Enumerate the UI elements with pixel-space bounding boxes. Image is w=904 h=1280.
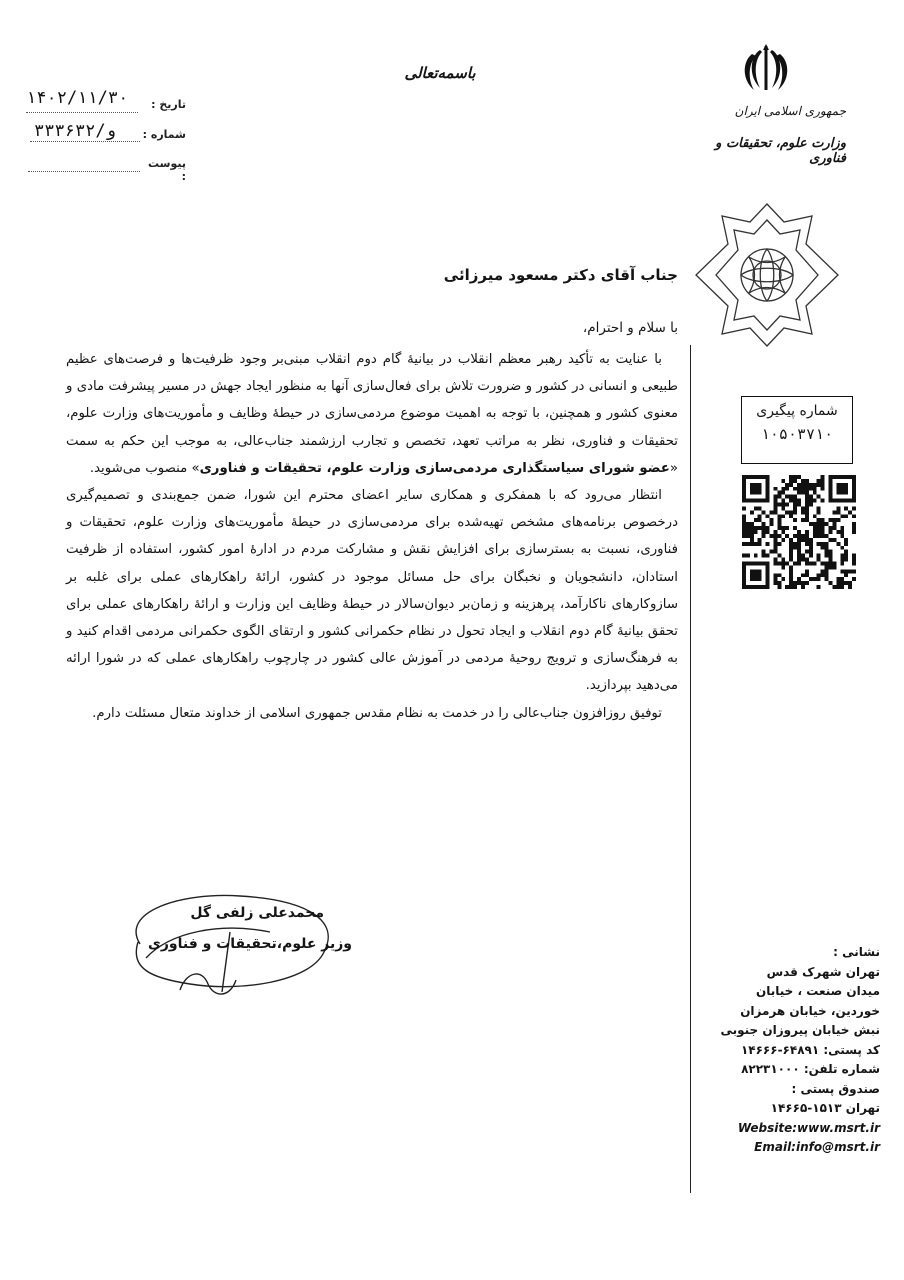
- tracking-box: [741, 396, 853, 464]
- signer-title: وزیر علوم،تحقیقات و فناوری: [148, 936, 352, 952]
- address-line-1: تهران شهرک قدس: [766, 964, 880, 979]
- attachment-line: [28, 171, 140, 172]
- salutation: جناب آقای دکتر مسعود میرزائی: [443, 266, 678, 284]
- signer-name: محمدعلی زلفی گل: [190, 905, 324, 921]
- attachment-label: پیوست :: [148, 157, 186, 183]
- date-label: تاریخ :: [151, 98, 186, 111]
- po-box: تهران ۱۵۱۳-۱۴۶۶۵: [770, 1101, 880, 1115]
- phone-number: شماره تلفن: ۸۲۲۳۱۰۰۰: [741, 1062, 880, 1076]
- paragraph-1: [66, 346, 678, 482]
- iran-emblem-icon: [738, 42, 794, 94]
- po-box-label: صندوق پستی :: [791, 1081, 880, 1096]
- date-line: [26, 112, 138, 113]
- basmala: باسمه‌تعالی: [404, 64, 476, 82]
- address-line-4: نبش خیابان پیروزان جنوبی: [720, 1023, 880, 1037]
- number-label: شماره :: [142, 128, 186, 141]
- address-block: [680, 943, 880, 1158]
- paragraph-1-end: » منصوب می‌شوید.: [89, 460, 200, 476]
- letter-body: [66, 346, 678, 727]
- website-link[interactable]: Website:www.msrt.ir: [737, 1120, 880, 1135]
- paragraph-2: انتظار می‌رود که با همفکری و همکاری سایر اعضای محترم این شورا، ضمن جمع‌بندی و تصمیم‌گیری درخصوص برنامه‌های مشخص تهیه‌شده برای مردمی‌سازی در حیطهٔ مأموریت‌های وزارت علوم، تحقیقات و فناوری، نسبت به بسترسازی برای افزایش نقش و مشارکت مردم در ادارهٔ امور کشور، استفاده از ظرفیت استادان، دانشجویان و نخبگان برای حل مسائل موجود در کشور، ارائهٔ راهکارهای عملی برای غلبه بر سازوکارهای ناکارآمد، پرهزینه و زمان‌بر دیوان‌سالار در حیطهٔ وظایف این وزارت و ارائهٔ راهکارهای عملی برای تحقق بیانیهٔ گام دوم انقلاب و ایجاد تحول در نظام حکمرانی کشور و ارتقای الگوی حکمرانی مردمی اقدام کنید و به فرهنگ‌سازی و ترویج روحیهٔ مردمی در آموزش عالی کشور در چارچوب راهکارهای عملی که در شورا ارائه می‌دهید بپردازید.: [66, 488, 678, 694]
- ornament-icon: [694, 202, 840, 348]
- ministry-name: وزارت علوم، تحقیقات و فناوری: [715, 136, 846, 166]
- address-line-2: میدان صنعت ، خیابان: [756, 984, 880, 998]
- date-value: ۱۴۰۲/۱۱/۳۰: [26, 88, 129, 108]
- paragraph-3: توفیق روزافزون جناب‌عالی را در خدمت به نظام مقدس جمهوری اسلامی از خداوند متعال مسئلت دارم.: [92, 705, 662, 721]
- email-link[interactable]: Email:info@msrt.ir: [754, 1140, 880, 1154]
- appointment-title: عضو شورای سیاستگذاری مردمی‌سازی وزارت علوم، تحقیقات و فناوری: [199, 460, 670, 476]
- number-line: [30, 141, 140, 142]
- greeting: با سلام و احترام،: [582, 320, 678, 336]
- qr-code[interactable]: [742, 475, 856, 589]
- ministry-country: جمهوری اسلامی ایران: [734, 104, 846, 118]
- address-line-3: خوردین، خیابان هرمزان: [740, 1003, 880, 1018]
- paragraph-1-text: با عنایت به تأکید رهبر معظم انقلاب در بیانیهٔ گام دوم انقلاب مبنی‌بر وجود ظرفیت‌ها و فرصت‌های عظیم طبیعی و انسانی در کشور و ضرورت تلاش برای فعال‌سازی آنها به منظور ایجاد جهش در مسیر پیشرفت مادی و معنوی کشور و همچنین، با توجه به اهمیت موضوع مردمی‌سازی در حیطهٔ وظایف و مأموریت‌های وزارت علوم، تحقیقات و فناوری، نظر به مراتب تعهد، تخصص و تجارب ارزشمند جناب‌عالی، به موجب این حکم به سمت «: [66, 352, 678, 476]
- tracking-label: شماره پیگیری: [756, 403, 838, 419]
- tracking-number: ۱۰۵۰۳۷۱۰: [760, 425, 834, 443]
- address-label: نشانی :: [833, 945, 880, 959]
- postal-code: کد پستی: ۶۴۸۹۱-۱۴۶۶۶: [740, 1042, 880, 1057]
- number-value: ۳۳۳۶۳۲/و: [34, 121, 116, 141]
